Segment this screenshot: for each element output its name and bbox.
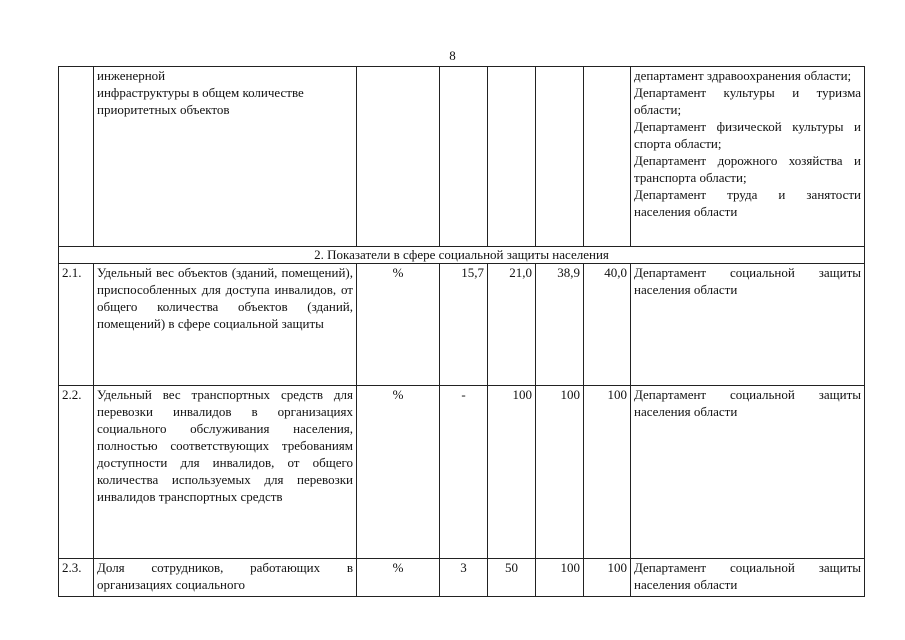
indicator-name-line: инфраструктуры в общем количестве <box>97 85 304 100</box>
indicator-name: Доля сотрудников, работающих в организациях социального <box>94 559 357 597</box>
department: Департамент социальной защиты населения области <box>631 386 865 559</box>
value-2: 100 <box>488 386 536 559</box>
value-1: 15,7 <box>440 264 488 386</box>
continuation-row <box>59 67 865 247</box>
section-header-row <box>59 247 865 264</box>
table-row <box>59 559 865 597</box>
indicator-name-line: инженерной <box>97 68 166 83</box>
department: Департамент социальной защиты населения области <box>631 264 865 386</box>
indicator-name-line: приоритетных объектов <box>97 102 230 117</box>
value-2: 50 <box>488 559 536 597</box>
cell-value <box>584 67 631 247</box>
value-4: 100 <box>584 559 631 597</box>
table-row <box>59 386 865 559</box>
unit: % <box>357 559 440 597</box>
department-entry: Департамент культуры и туризма области; <box>634 85 861 117</box>
value-3: 38,9 <box>536 264 584 386</box>
row-number: 2.2. <box>59 386 94 559</box>
value-4: 40,0 <box>584 264 631 386</box>
unit: % <box>357 264 440 386</box>
section-title: 2. Показатели в сфере социальной защиты населения <box>59 247 865 264</box>
cell-department <box>631 67 865 247</box>
department-entry: департамент здравоохранения области; <box>634 68 852 83</box>
value-2: 21,0 <box>488 264 536 386</box>
value-3: 100 <box>536 386 584 559</box>
cell-value <box>440 67 488 247</box>
indicator-name: Удельный вес объектов (зданий, помещений), приспособленных для доступа инвалидов, от общего количества объектов (зданий, помещений) в сфере социальной защиты <box>94 264 357 386</box>
cell-indicator-name <box>94 67 357 247</box>
department-entry: Департамент дорожного хозяйства и транспорта области; <box>634 153 861 185</box>
cell-value <box>536 67 584 247</box>
unit: % <box>357 386 440 559</box>
page-number: 8 <box>449 48 456 63</box>
indicator-name: Удельный вес транспортных средств для перевозки инвалидов в организациях социального обслуживания населения, полностью соответствующих требованиям доступности для инвалидов, от общего количества используемых для перевозки инвалидов транспортных средств <box>94 386 357 559</box>
cell-unit <box>357 67 440 247</box>
row-number: 2.1. <box>59 264 94 386</box>
value-4: 100 <box>584 386 631 559</box>
row-number: 2.3. <box>59 559 94 597</box>
table-row <box>59 264 865 386</box>
indicators-table <box>58 66 865 597</box>
department-entry: Департамент физической культуры и спорта области; <box>634 119 861 151</box>
value-1: - <box>440 386 488 559</box>
department-entry: Департамент труда и занятости населения области <box>634 187 861 219</box>
department: Департамент социальной защиты населения области <box>631 559 865 597</box>
cell-num <box>59 67 94 247</box>
value-1: 3 <box>440 559 488 597</box>
cell-value <box>488 67 536 247</box>
value-3: 100 <box>536 559 584 597</box>
